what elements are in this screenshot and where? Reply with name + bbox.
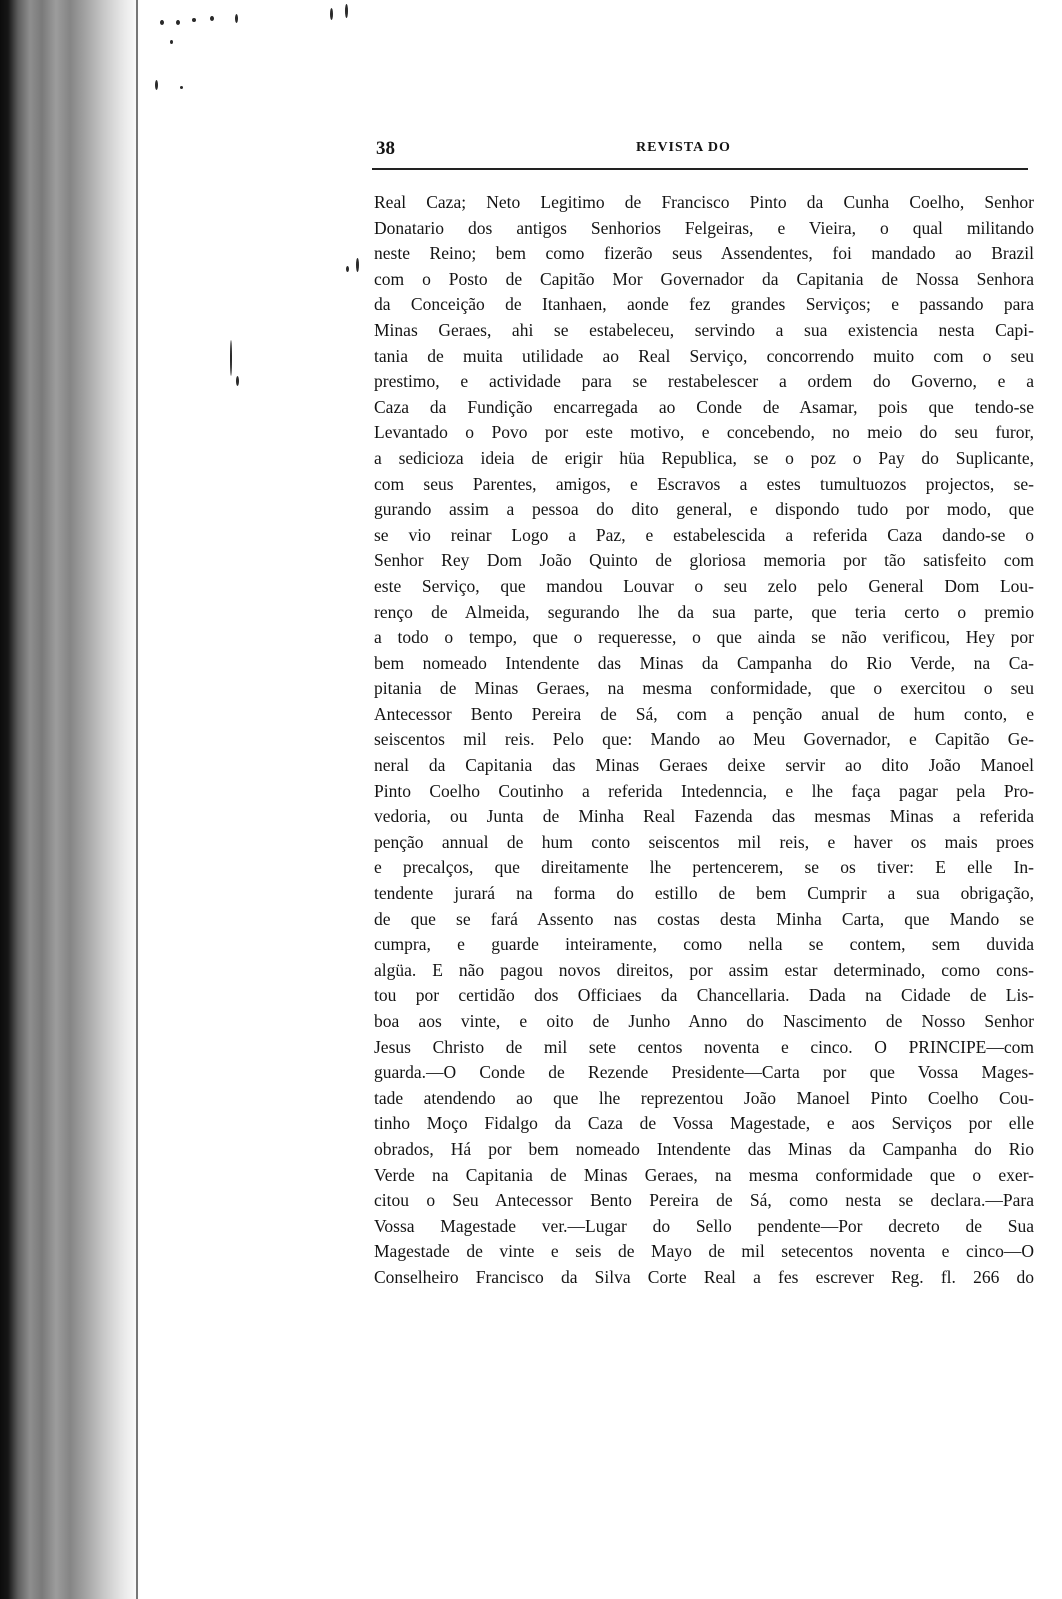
- text-line: Levantado o Povo por este motivo, e concebendo, no meio do seu furor,: [374, 422, 1034, 443]
- text-line: penção annual de hum conto seiscentos mil reis, e haver os mais proes: [374, 831, 1034, 852]
- text-line: pitania de Minas Geraes, na mesma conformidade, que o exercitou o seu: [374, 678, 1034, 699]
- text-line: da Conceição de Itanhaen, aonde fez grandes Serviços; e passando para: [374, 294, 1034, 315]
- text-line: seiscentos mil reis. Pelo que: Mando ao Meu Governador, e Capitão Ge-: [374, 729, 1034, 750]
- text-line: Antecessor Bento Pereira de Sá, com a penção anual de hum conto, e: [374, 703, 1034, 724]
- text-line: prestimo, e actividade para se restabelescer a ordem do Governo, e a: [374, 371, 1034, 392]
- running-head: REVISTA DO: [636, 140, 731, 155]
- ink-speck: [236, 376, 239, 386]
- text-line: com seus Parentes, amigos, e Escravos a estes tumultuozos projectos, se-: [374, 473, 1034, 494]
- ink-speck: [160, 20, 164, 25]
- text-line: citou o Seu Antecessor Bento Pereira de Sá, como nesta se declara.—Para: [374, 1190, 1034, 1211]
- text-line: Pinto Coelho Coutinho a referida Intedenncia, e lhe faça pagar pela Pro-: [374, 780, 1034, 801]
- ink-speck: [345, 4, 348, 18]
- book-page: [374, 128, 1050, 1287]
- ink-speck: [330, 8, 333, 20]
- text-line: cumpra, e guarde inteiramente, como nella se contem, sem duvida: [374, 934, 1034, 955]
- text-line: tade atendendo ao que lhe reprezentou João Manoel Pinto Coelho Cou-: [374, 1087, 1034, 1108]
- text-line: obrados, Há por bem nomeado Intendente das Minas da Campanha do Rio: [374, 1138, 1034, 1159]
- text-line: com o Posto de Capitão Mor Governador da Capitania de Nossa Senhora: [374, 268, 1034, 289]
- text-line: Conselheiro Francisco da Silva Corte Real a fes escrever Reg. fl. 266 do: [374, 1266, 1034, 1287]
- page-header: [378, 128, 1050, 158]
- text-line: gurando assim a pessoa do dito general, e dispondo tudo por modo, que: [374, 499, 1034, 520]
- ink-speck: [346, 266, 349, 272]
- gutter-line: [136, 0, 138, 1599]
- ink-speck: [155, 80, 158, 90]
- text-line: Jesus Christo de mil sete centos noventa e cinco. O PRINCIPE—com: [374, 1036, 1034, 1057]
- text-line: Verde na Capitania de Minas Geraes, na mesma conformidade que o exer-: [374, 1164, 1034, 1185]
- text-line: tinho Moço Fidalgo da Caza de Vossa Magestade, e aos Serviços por elle: [374, 1113, 1034, 1134]
- text-line: Magestade de vinte e seis de Mayo de mil setecentos noventa e cinco—O: [374, 1241, 1034, 1262]
- text-line: algüa. E não pagou novos direitos, por assim estar determinado, como cons-: [374, 959, 1034, 980]
- text-line: tania de muita utilidade ao Real Serviço, concorrendo muito com o seu: [374, 345, 1034, 366]
- text-line: se vio reinar Logo a Paz, e estabelescida a referida Caza dando-se o: [374, 524, 1034, 545]
- ink-speck: [192, 18, 196, 22]
- text-line: neral da Capitania das Minas Geraes deixe servir ao dito João Manoel: [374, 755, 1034, 776]
- body-text: [374, 190, 1034, 1291]
- ink-speck: [356, 258, 359, 272]
- text-line: tendente jurará na forma do estillo de bem Cumprir a sua obrigação,: [374, 883, 1034, 904]
- text-line: Minas Geraes, ahi se estabeleceu, servindo a sua existencia nesta Capi-: [374, 319, 1034, 340]
- text-line: neste Reino; bem como fizerão seus Assendentes, foi mandado ao Brazil: [374, 243, 1034, 264]
- text-line: bem nomeado Intendente das Minas da Campanha do Rio Verde, na Ca-: [374, 652, 1034, 673]
- text-line: tou por certidão dos Officiaes da Chancellaria. Dada na Cidade de Lis-: [374, 985, 1034, 1006]
- ink-speck: [210, 16, 214, 21]
- text-line: Donatario dos antigos Senhorios Felgeiras, e Vieira, o qual militando: [374, 217, 1034, 238]
- text-line: Senhor Rey Dom João Quinto de gloriosa memoria por tão satisfeito com: [374, 550, 1034, 571]
- page-number: 38: [376, 138, 395, 159]
- book-spine-shadow: [0, 0, 140, 1599]
- text-line: a todo o tempo, que o requeresse, o que ainda se não verificou, Hey por: [374, 627, 1034, 648]
- text-line: Caza da Fundição encarregada ao Conde de Asamar, pois que tendo-se: [374, 396, 1034, 417]
- text-line: de que se fará Assento nas costas desta Minha Carta, que Mando se: [374, 908, 1034, 929]
- text-line: este Serviço, que mandou Louvar o seu zelo pelo General Dom Lou-: [374, 575, 1034, 596]
- text-line: guarda.—O Conde de Rezende Presidente—Carta por que Vossa Mages-: [374, 1062, 1034, 1083]
- header-rule: [372, 168, 1028, 170]
- ink-speck: [170, 40, 173, 44]
- ink-speck: [230, 340, 232, 376]
- text-line: a sedicioza ideia de erigir hüa Republica, se o poz o Pay do Suplicante,: [374, 447, 1034, 468]
- text-line: e precalços, que direitamente lhe pertencerem, se os tiver: E elle In-: [374, 857, 1034, 878]
- text-line: boa aos vinte, e oito de Junho Anno do Nascimento de Nosso Senhor: [374, 1011, 1034, 1031]
- ink-speck: [180, 86, 183, 89]
- text-line: renço de Almeida, segurando lhe da sua parte, que teria certo o premio: [374, 601, 1034, 622]
- text-line: Vossa Magestade ver.—Lugar do Sello pendente—Por decreto de Sua: [374, 1215, 1034, 1236]
- text-line: Real Caza; Neto Legitimo de Francisco Pinto da Cunha Coelho, Senhor: [374, 192, 1034, 212]
- ink-speck: [176, 20, 180, 25]
- text-line: vedoria, ou Junta de Minha Real Fazenda das mesmas Minas a referida: [374, 806, 1034, 827]
- ink-speck: [235, 14, 238, 23]
